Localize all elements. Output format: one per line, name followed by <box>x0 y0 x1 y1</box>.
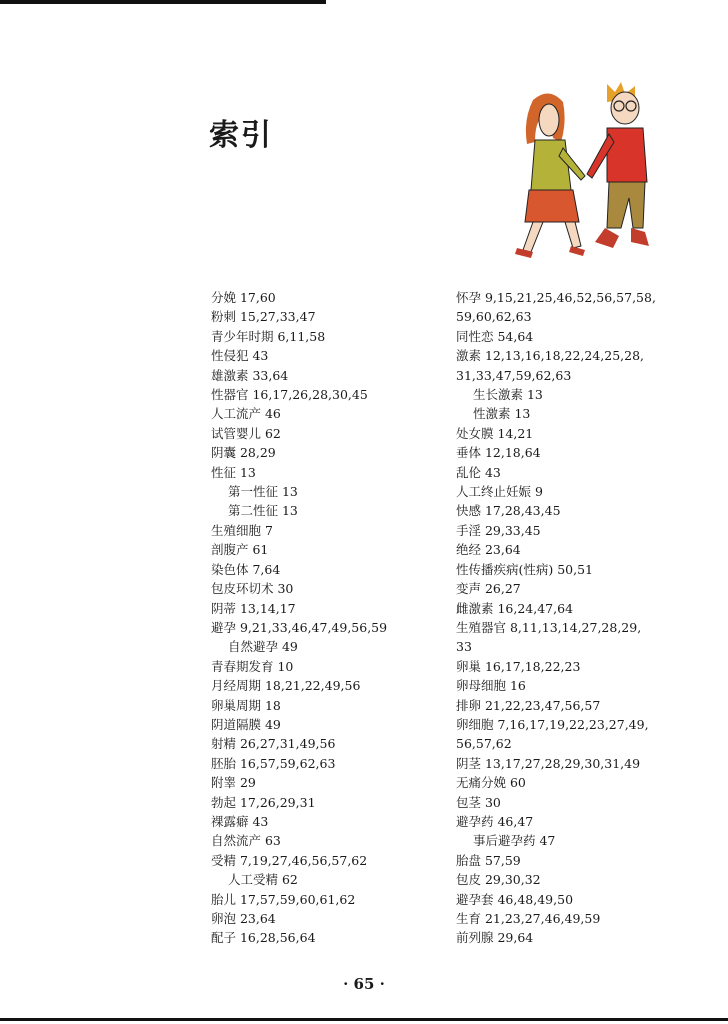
index-entry: 自然流产 63 <box>211 833 281 849</box>
index-entry: 卵细胞 7,16,17,19,22,23,27,49, <box>456 716 649 732</box>
index-column-left <box>211 288 441 948</box>
index-entry: 阴囊 28,29 <box>211 445 276 461</box>
index-entry: 33 <box>456 639 472 655</box>
index-entry: 染色体 7,64 <box>211 561 281 577</box>
index-entry: 变声 26,27 <box>456 581 521 597</box>
index-entry: 胎儿 17,57,59,60,61,62 <box>211 891 356 907</box>
index-entry: 生长激素 13 <box>473 387 543 403</box>
index-entry: 快感 17,28,43,45 <box>456 503 561 519</box>
index-entry: 青少年时期 6,11,58 <box>211 328 326 344</box>
index-entry: 性传播疾病(性病) 50,51 <box>456 561 594 577</box>
index-entry: 手淫 29,33,45 <box>456 522 541 538</box>
index-entry: 排卵 21,22,23,47,56,57 <box>456 697 601 713</box>
index-entry: 配子 16,28,56,64 <box>211 930 316 946</box>
index-entry: 裸露癖 43 <box>211 813 269 829</box>
index-entry: 59,60,62,63 <box>456 309 532 325</box>
couple-illustration <box>505 78 675 258</box>
girl-figure <box>515 93 585 258</box>
index-entry: 受精 7,19,27,46,56,57,62 <box>211 852 368 868</box>
index-entry: 事后避孕药 47 <box>473 833 556 849</box>
index-entry: 56,57,62 <box>456 736 512 752</box>
index-entry: 青春期发育 10 <box>211 658 294 674</box>
index-entry: 试管婴儿 62 <box>211 425 281 441</box>
index-entry: 前列腺 29,64 <box>456 930 534 946</box>
index-entry: 胎盘 57,59 <box>456 852 521 868</box>
page-number: · 65 · <box>343 975 385 993</box>
index-entry: 绝经 23,64 <box>456 542 521 558</box>
index-entry: 阴道隔膜 49 <box>211 716 281 732</box>
index-entry: 勃起 17,26,29,31 <box>211 794 316 810</box>
index-entry: 自然避孕 49 <box>228 639 298 655</box>
bottom-rule <box>0 1018 728 1021</box>
index-entry: 卵巢周期 18 <box>211 697 281 713</box>
index-entry: 阴蒂 13,14,17 <box>211 600 296 616</box>
index-entry: 同性恋 54,64 <box>456 328 534 344</box>
index-entry: 附睾 29 <box>211 775 256 791</box>
index-entry: 月经周期 18,21,22,49,56 <box>211 678 361 694</box>
index-entry: 胚胎 16,57,59,62,63 <box>211 755 336 771</box>
index-entry: 卵巢 16,17,18,22,23 <box>456 658 581 674</box>
index-entry: 人工终止妊娠 9 <box>456 484 543 500</box>
index-entry: 人工流产 46 <box>211 406 281 422</box>
index-entry: 阴茎 13,17,27,28,29,30,31,49 <box>456 755 641 771</box>
index-entry: 雄激素 33,64 <box>211 367 289 383</box>
index-entry: 无痛分娩 60 <box>456 775 526 791</box>
index-entry: 激素 12,13,16,18,22,24,25,28, <box>456 348 645 364</box>
index-entry: 性征 13 <box>211 464 256 480</box>
boy-figure <box>587 82 649 248</box>
index-entry: 第二性征 13 <box>228 503 298 519</box>
index-entry: 避孕药 46,47 <box>456 813 534 829</box>
index-entry: 第一性征 13 <box>228 484 298 500</box>
index-entry: 卵泡 23,64 <box>211 911 276 926</box>
index-entry: 生殖细胞 7 <box>211 522 273 538</box>
index-entry: 剖腹产 61 <box>211 542 269 558</box>
index-entry: 处女膜 14,21 <box>456 425 534 441</box>
index-entry: 雌激素 16,24,47,64 <box>456 600 574 616</box>
index-entry: 避孕 9,21,33,46,47,49,56,59 <box>211 619 388 635</box>
index-entry: 包茎 30 <box>456 794 501 810</box>
index-entry: 乱伦 43 <box>456 464 501 480</box>
index-entry: 垂体 12,18,64 <box>456 445 541 461</box>
index-entry: 生育 21,23,27,46,49,59 <box>456 911 601 926</box>
index-entry: 包皮环切术 30 <box>211 581 294 597</box>
index-entry: 粉刺 15,27,33,47 <box>211 309 316 325</box>
index-entry: 性器官 16,17,26,28,30,45 <box>211 387 368 403</box>
index-entry: 性激素 13 <box>473 406 531 422</box>
index-entry: 分娩 17,60 <box>211 290 276 305</box>
index-column-right <box>456 288 681 948</box>
index-entry: 性侵犯 43 <box>211 348 269 364</box>
index-entry: 避孕套 46,48,49,50 <box>456 891 574 907</box>
index-entry: 包皮 29,30,32 <box>456 872 541 888</box>
page-title: 索引 <box>209 118 273 153</box>
index-entry: 卵母细胞 16 <box>456 678 526 694</box>
index-entry: 怀孕 9,15,21,25,46,52,56,57,58, <box>456 290 656 305</box>
index-entry: 人工受精 62 <box>228 872 298 888</box>
index-entry: 31,33,47,59,62,63 <box>456 367 572 383</box>
top-rule <box>0 0 326 4</box>
index-entry: 射精 26,27,31,49,56 <box>211 736 336 752</box>
index-entry: 生殖器官 8,11,13,14,27,28,29, <box>456 619 642 635</box>
